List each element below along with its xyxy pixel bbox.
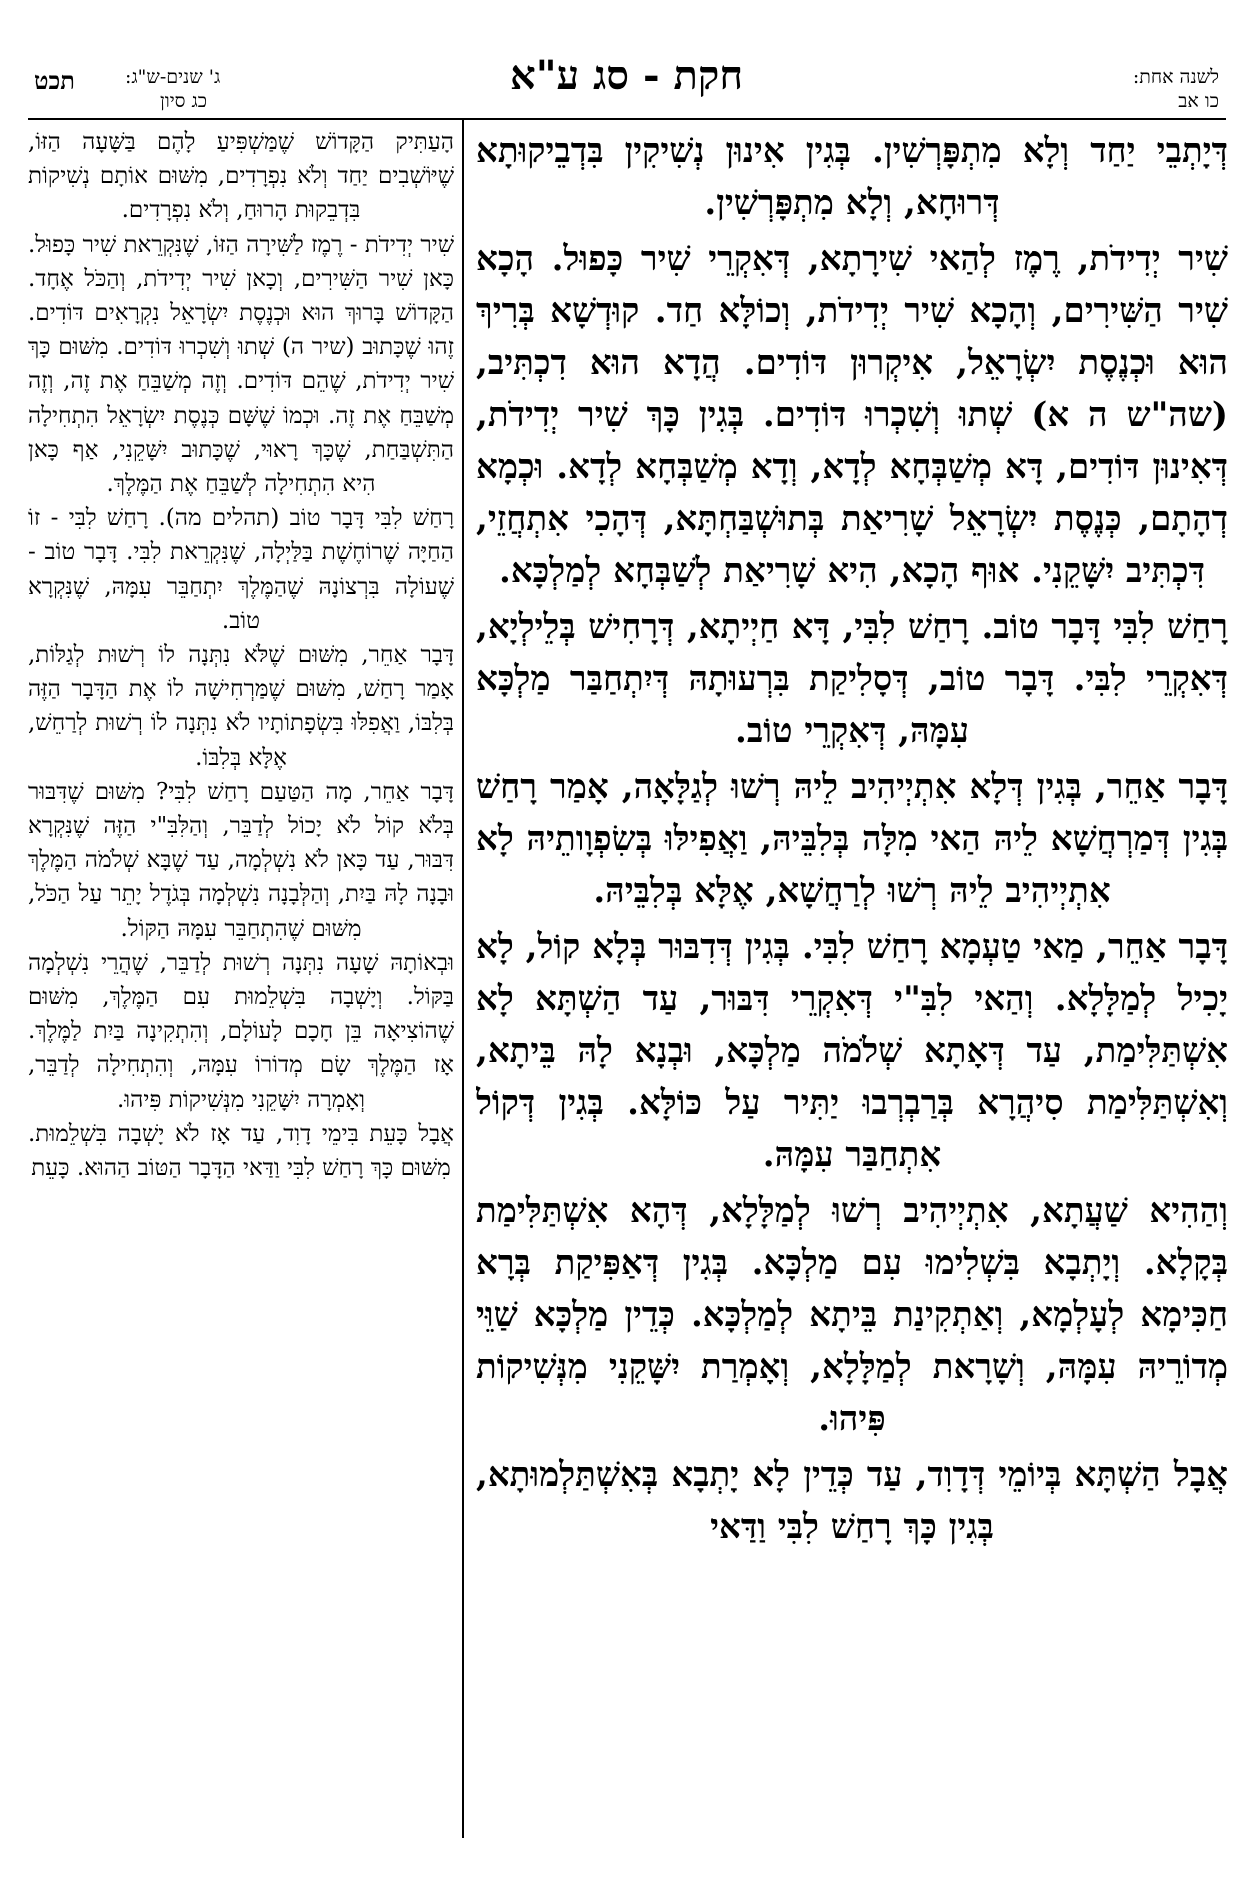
header-divider	[28, 118, 1226, 120]
main-paragraph: רָחַשׁ לִבִּי דָּבָר טוֹב. רָחַשׁ לִבִּי, דָּא חַיְיתָא, דְּרָחִישׁ בְּלֵילְיָא, דְּאִקְרֵי לִבִּי. דָּבָר טוֹב, דְּסָלִיקַת בִּרְעוּתָהּ דְּיִתְחַבַּר מַלְכָּא עִמָּהּ, דְּאִקְרֵי טוֹב.	[476, 607, 1228, 751]
schedule-one-year-label: לשנה אחת:	[1132, 66, 1219, 88]
column-divider	[462, 118, 464, 1838]
translation-paragraph: הָעַתִּיק הַקָּדוֹשׁ שֶׁמַּשְׁפִּיעַ לָהֶם בַּשָּׁעָה הַזּוֹ, שֶׁיּוֹשְׁבִים יַחַד וְלֹא נִפְרָדִים, מִשּׁוּם אוֹתָם נְשִׁיקוֹת בִּדְבֵקוּת הָרוּחַ, וְלֹא נִפְרָדִים.	[28, 129, 454, 224]
main-paragraph: דָּבָר אַחֵר, בְּגִין דְּלָא אִתְיְיהִיב לֵיהּ רְשׁוּ לְגַלָּאָה, אָמַר רָחַשׁ בְּגִין דְּמַרְחֲשָׁא לֵיהּ הַאי מִלָּה בְּלִבֵּיהּ, וַאֲפִילּוּ בְּשִׂפְוָותֵיהּ לָא אִתְיְיהִיב לֵיהּ רְשׁוּ לְרַחֲשָׁא, אֶלָּא בְּלִבֵּיהּ.	[476, 767, 1228, 911]
translation-paragraph: אֲבָל כָּעֵת בִּימֵי דָוִד, עַד אָז לֹא יָשְׁבָה בִּשְׁלֵמוּת. מִשּׁוּם כָּךְ רָחַשׁ לִבִּי וַדַּאי הַדָּבָר הַטּוֹב הַהוּא. כָּעֵת	[28, 1120, 454, 1182]
page-title: חקת - סג ע"א	[510, 52, 743, 99]
main-paragraph: וְהַהִיא שַׁעֲתָא, אִתְיְיהִיב רְשׁוּ לְמַלָּלָא, דְּהָא אִשְׁתַּלִּימַת בְּקָלָא. וְיָתְבָא בִּשְׁלִימוּ עִם מַלְכָּא. בְּגִין דְּאַפִּיקַת בְּרָא חַכִּימָא לְעָלְמָא, וְאַתְקִינַת בֵּיתָא לְמַלְכָּא. כְּדֵין מַלְכָּא שַׁוֵּי מְדוֹרֵיהּ עִמָּהּ, וְשָׁרָאת לְמַלָּלָא, וְאָמְרַת יִשָּׁקֵנִי מִנְּשִׁיקוֹת פִּיהוּ.	[476, 1191, 1228, 1439]
main-paragraph: אֲבָל הַשְׁתָּא בְּיוֹמֵי דְּדָוִד, עַד כְּדֵין לָא יָתְבָא בְּאִשְׁתַּלְמוּתָא, בְּגִין כָּךְ רָחַשׁ לִבִּי וַדַּאי	[476, 1455, 1228, 1547]
schedule-three-year-label: ג' שנים-ש"ג:	[125, 66, 221, 88]
schedule-one-year-date: כו אב	[1178, 90, 1219, 112]
schedule-three-year-date: כג סיון	[160, 90, 208, 112]
main-paragraph: דְּיָתְבֵי יַחַד וְלָא מִתְפָּרְשִׁין. בְּגִין אִינוּן נְשִׁיקִין בִּדְבֵיקוּתָא דְּרוּחָא, וְלָא מִתְפָּרְשִׁין.	[476, 131, 1228, 223]
translation-paragraph: דָּבָר אַחֵר, מָה הַטַּעַם רָחַשׁ לִבִּי? מִשּׁוּם שֶׁדִּבּוּר בְּלֹא קוֹל לֹא יָכוֹל לְדַבֵּר, וְהַלִּבִּ"י הַזֶּה שֶׁנִּקְרָא דִּבּוּר, עַד כָּאן לֹא נִשְׁלְמָה, עַד שֶׁבָּא שְׁלֹמֹה הַמֶּלֶךְ וּבָנָה לָהּ בַּיִת, וְהַלְּבָנָה נִשְׁלְמָה בְּגֹדֶל יָתֵר עַל הַכֹּל, מִשּׁוּם שֶׁהִתְחַבֵּר עִמָּהּ הַקּוֹל.	[28, 778, 454, 942]
translation-paragraph: שִׁיר יְדִידֹת - רֶמֶז לַשִּׁירָה הַזּוֹ, שֶׁנִּקְרֵאת שִׁיר כָּפוּל. כָּאן שִׁיר הַשִּׁירִים, וְכָאן שִׁיר יְדִידֹת, וְהַכֹּל אֶחָד. הַקָּדוֹשׁ בָּרוּךְ הוּא וּכְנֶסֶת יִשְׂרָאֵל נִקְרָאִים דּוֹדִים. זֶהוּ שֶׁכָּתוּב (שיר ה) שְׁתוּ וְשִׁכְרוּ דּוֹדִים. מִשּׁוּם כָּךְ שִׁיר יְדִידֹת, שֶׁהֵם דּוֹדִים. וְזֶה מְשַׁבֵּחַ אֶת זֶה, וְזֶה מְשַׁבֵּחַ אֶת זֶה. וּכְמוֹ שֶׁשָּׁם כְּנֶסֶת יִשְׂרָאֵל הִתְחִילָה הַתִּשְׁבַּחַת, שֶׁכָּךְ רָאוּי, שֶׁכָּתוּב יִשָּׁקֵנִי, אַף כָּאן הִיא הִתְחִילָה לְשַׁבֵּחַ אֶת הַמֶּלֶךְ.	[28, 231, 454, 498]
main-paragraph: דָּבָר אַחֵר, מַאי טַעְמָא רָחַשׁ לִבִּי. בְּגִין דְּדִבּוּר בְּלָא קוֹל, לָא יָכִיל לְמַלָּלָא. וְהַאי לִבִּ"י דְּאִקְרֵי דִּבּוּר, עַד הַשְׁתָּא לָא אִשְׁתַּלִּימַת, עַד דְּאָתָא שְׁלֹמֹה מַלְכָּא, וּבְנָא לָהּ בֵּיתָא, וְאִשְׁתַּלִּימַת סִיהֲרָא בְּרַבְרְבוּ יַתִּיר עַל כּוֹלָּא. בְּגִין דְּקוֹל אִתְחַבַּר עִמָּהּ.	[476, 927, 1228, 1175]
page-header	[0, 0, 1253, 118]
translation-paragraph: דָּבָר אַחֵר, מִשּׁוּם שֶׁלֹּא נִתְּנָה לוֹ רְשׁוּת לְגַלּוֹת, אָמַר רָחַשׁ, מִשּׁוּם שֶׁמַּרְחִישָׁה לוֹ אֶת הַדָּבָר הַזֶּה בְּלִבּוֹ, וַאֲפִלּוּ בִּשְׂפָתוֹתָיו לֹא נִתְּנָה לוֹ רְשׁוּת לְרַחֵשׁ, אֶלָּא בְּלִבּוֹ.	[28, 642, 454, 771]
translation-paragraph: רָחַשׁ לִבִּי דָּבָר טוֹב (תהלים מה). רָחַשׁ לִבִּי - זוֹ הַחַיָּה שֶׁרוֹחֶשֶׁת בַּלַּיְלָה, שֶׁנִּקְרֵאת לִבִּי. דָּבָר טוֹב - שֶׁעוֹלָה בִּרְצוֹנָהּ שֶׁהַמֶּלֶךְ יִתְחַבֵּר עִמָּהּ, שֶׁנִּקְרָא טוֹב.	[28, 505, 454, 634]
translation-column	[28, 125, 454, 1855]
translation-paragraph: וּבְאוֹתָהּ שָׁעָה נִתְּנָה רְשׁוּת לְדַבֵּר, שֶׁהֲרֵי נִשְׁלְמָה בַּקּוֹל. וְיָשְׁבָה בִּשְׁלֵמוּת עִם הַמֶּלֶךְ, מִשּׁוּם שֶׁהוֹצִיאָה בֵּן חָכָם לָעוֹלָם, וְהִתְקִינָה בַּיִת לַמֶּלֶךְ. אָז הַמֶּלֶךְ שָׂם מְדוֹרוֹ עִמָּהּ, וְהִתְחִילָה לְדַבֵּר, וְאָמְרָה יִשָּׁקֵנִי מִנְּשִׁיקוֹת פִּיהוּ.	[28, 949, 454, 1113]
main-paragraph: שִׁיר יְדִידֹת, רֶמֶז לְהַאי שִׁירָתָא, דְּאִקְרֵי שִׁיר כָּפוּל. הָכָא שִׁיר הַשִּׁירִים, וְהָכָא שִׁיר יְדִידֹת, וְכוֹלָּא חַד. קוּדְשָׁא בְּרִיךְ הוּא וּכְנֶסֶת יִשְׂרָאֵל, אִיקְרוּן דּוֹדִים. הֲדָא הוּא דִכְתִּיב, (שה"ש ה א) שְׁתוּ וְשִׁכְרוּ דּוֹדִים. בְּגִין כָּךְ שִׁיר יְדִידֹת, דְּאִינוּן דּוֹדִים, דָּא מְשַׁבְּחָא לְדָא, וְדָא מְשַׁבְּחָא לְדָא. וּכְמָא דְהָתָם, כְּנֶסֶת יִשְׂרָאֵל שָׁרִיאַת בְּתוּשְׁבַּחְתָּא, דְּהָכִי אִתְחֲזֵי, דִּכְתִּיב יִשָּׁקֵנִי. אוּף הָכָא, הִיא שָׁרִיאַת לְשַׁבְּחָא לְמַלְכָּא.	[476, 239, 1228, 591]
main-text-column	[476, 125, 1228, 1855]
page-number: תכט	[34, 66, 75, 95]
